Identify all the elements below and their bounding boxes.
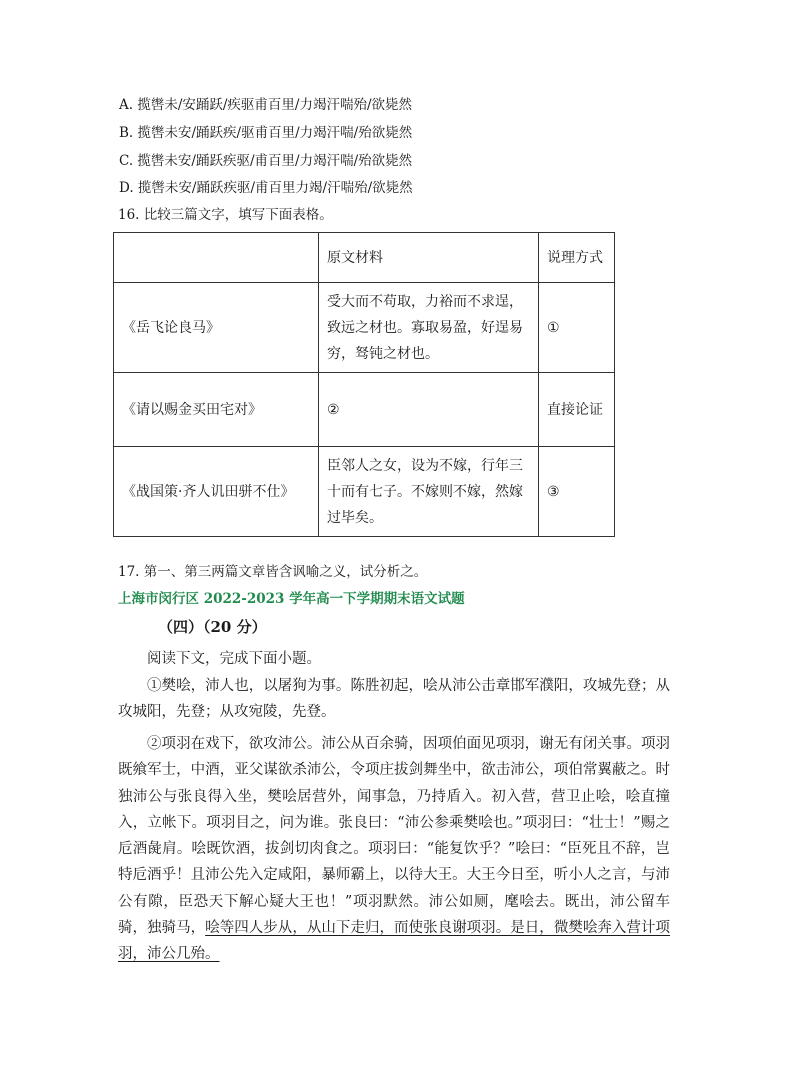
- reading-instruction: 阅读下文，完成下面小题。: [147, 651, 321, 667]
- table-cell-title: 《请以赐金买田宅对》: [114, 373, 319, 447]
- table-row: [114, 447, 615, 537]
- table-header-cell: 说理方式: [539, 233, 615, 283]
- option-b: B. 揽辔未安/踊跃疾/驱甫百里/力竭汗喘/殆欲毙然: [119, 125, 413, 141]
- option-c: C. 揽辔未安/踊跃疾驱/甫百里/力竭汗喘/殆欲毙然: [119, 153, 413, 169]
- table-cell-material: ②: [319, 373, 539, 447]
- option-a: A. 揽辔未/安踊跃/疾驱甫百里/力竭汗喘殆/欲毙然: [119, 97, 413, 113]
- option-d: D. 揽辔未安/踊跃疾驱/甫百里力竭/汗喘殆/欲毙然: [119, 180, 413, 196]
- table-cell-method: ③: [539, 447, 615, 537]
- table-row: [114, 373, 615, 447]
- comparison-table: [113, 232, 615, 537]
- table-header-row: [114, 233, 615, 283]
- passage-paragraph-1: [118, 673, 670, 726]
- paragraph-2-underlined-text: 哙等四人步从，从山下走归，而使张良谢项羽。是日，微樊哙奔入营计项羽，沛公几殆。: [118, 920, 671, 963]
- table-cell-title: 《战国策·齐人讥田骈不仕》: [114, 447, 319, 537]
- passage-paragraph-2: [118, 731, 670, 968]
- table-row: [114, 283, 615, 373]
- table-cell-method: 直接论证: [539, 373, 615, 447]
- table-header-cell: [114, 233, 319, 283]
- paragraph-1-text: ①樊哙，沛人也，以屠狗为事。陈胜初起，哙从沛公击章邯军濮阳，攻城先登；从攻城阳，先登；从攻宛陵，先登。: [118, 678, 670, 721]
- question-16: 16. 比较三篇文字，填写下面表格。: [118, 207, 333, 223]
- source-heading: 上海市闵行区 2022-2023 学年高一下学期期末语文试题: [118, 591, 465, 607]
- table-cell-material: 受大而不苟取，力裕而不求逞，致远之材也。寡取易盈，好逞易穷，驽钝之材也。: [319, 283, 539, 373]
- section-heading: （四）（20 分）: [158, 618, 267, 636]
- table-header-cell: 原文材料: [319, 233, 539, 283]
- question-17: 17. 第一、第三两篇文章皆含讽喻之义，试分析之。: [118, 564, 428, 580]
- paragraph-2-text: ②项羽在戏下，欲攻沛公。沛公从百余骑，因项伯面见项羽，谢无有闭关事。项羽既飨军士，中酒，亚父谋欲杀沛公，令项庄拔剑舞坐中，欲击沛公，项伯常翼蔽之。时独沛公与张良得入坐，樊哙居营外，闻事急，乃持盾入。初入营，营卫止哙，哙直撞入，立帐下。项羽目之，问为谁。张良曰：“沛公参乘樊哙也。”项羽曰：“壮士！”赐之卮酒彘肩。哙既饮酒，拔剑切肉食之。项羽曰：“能复饮乎？”哙曰：“臣死且不辞，岂特卮酒乎！且沛公先入定咸阳，暴师霸上，以待大王。大王今日至，听小人之言，与沛公有隙，臣恐天下解心疑大王也！”项羽默然。沛公如厕，麾哙去。既出，沛公留车骑，独骑马，: [118, 736, 670, 937]
- table-cell-material: 臣邻人之女，设为不嫁，行年三十而有七子。不嫁则不嫁，然嫁过毕矣。: [319, 447, 539, 537]
- table-cell-title: 《岳飞论良马》: [114, 283, 319, 373]
- table-cell-method: ①: [539, 283, 615, 373]
